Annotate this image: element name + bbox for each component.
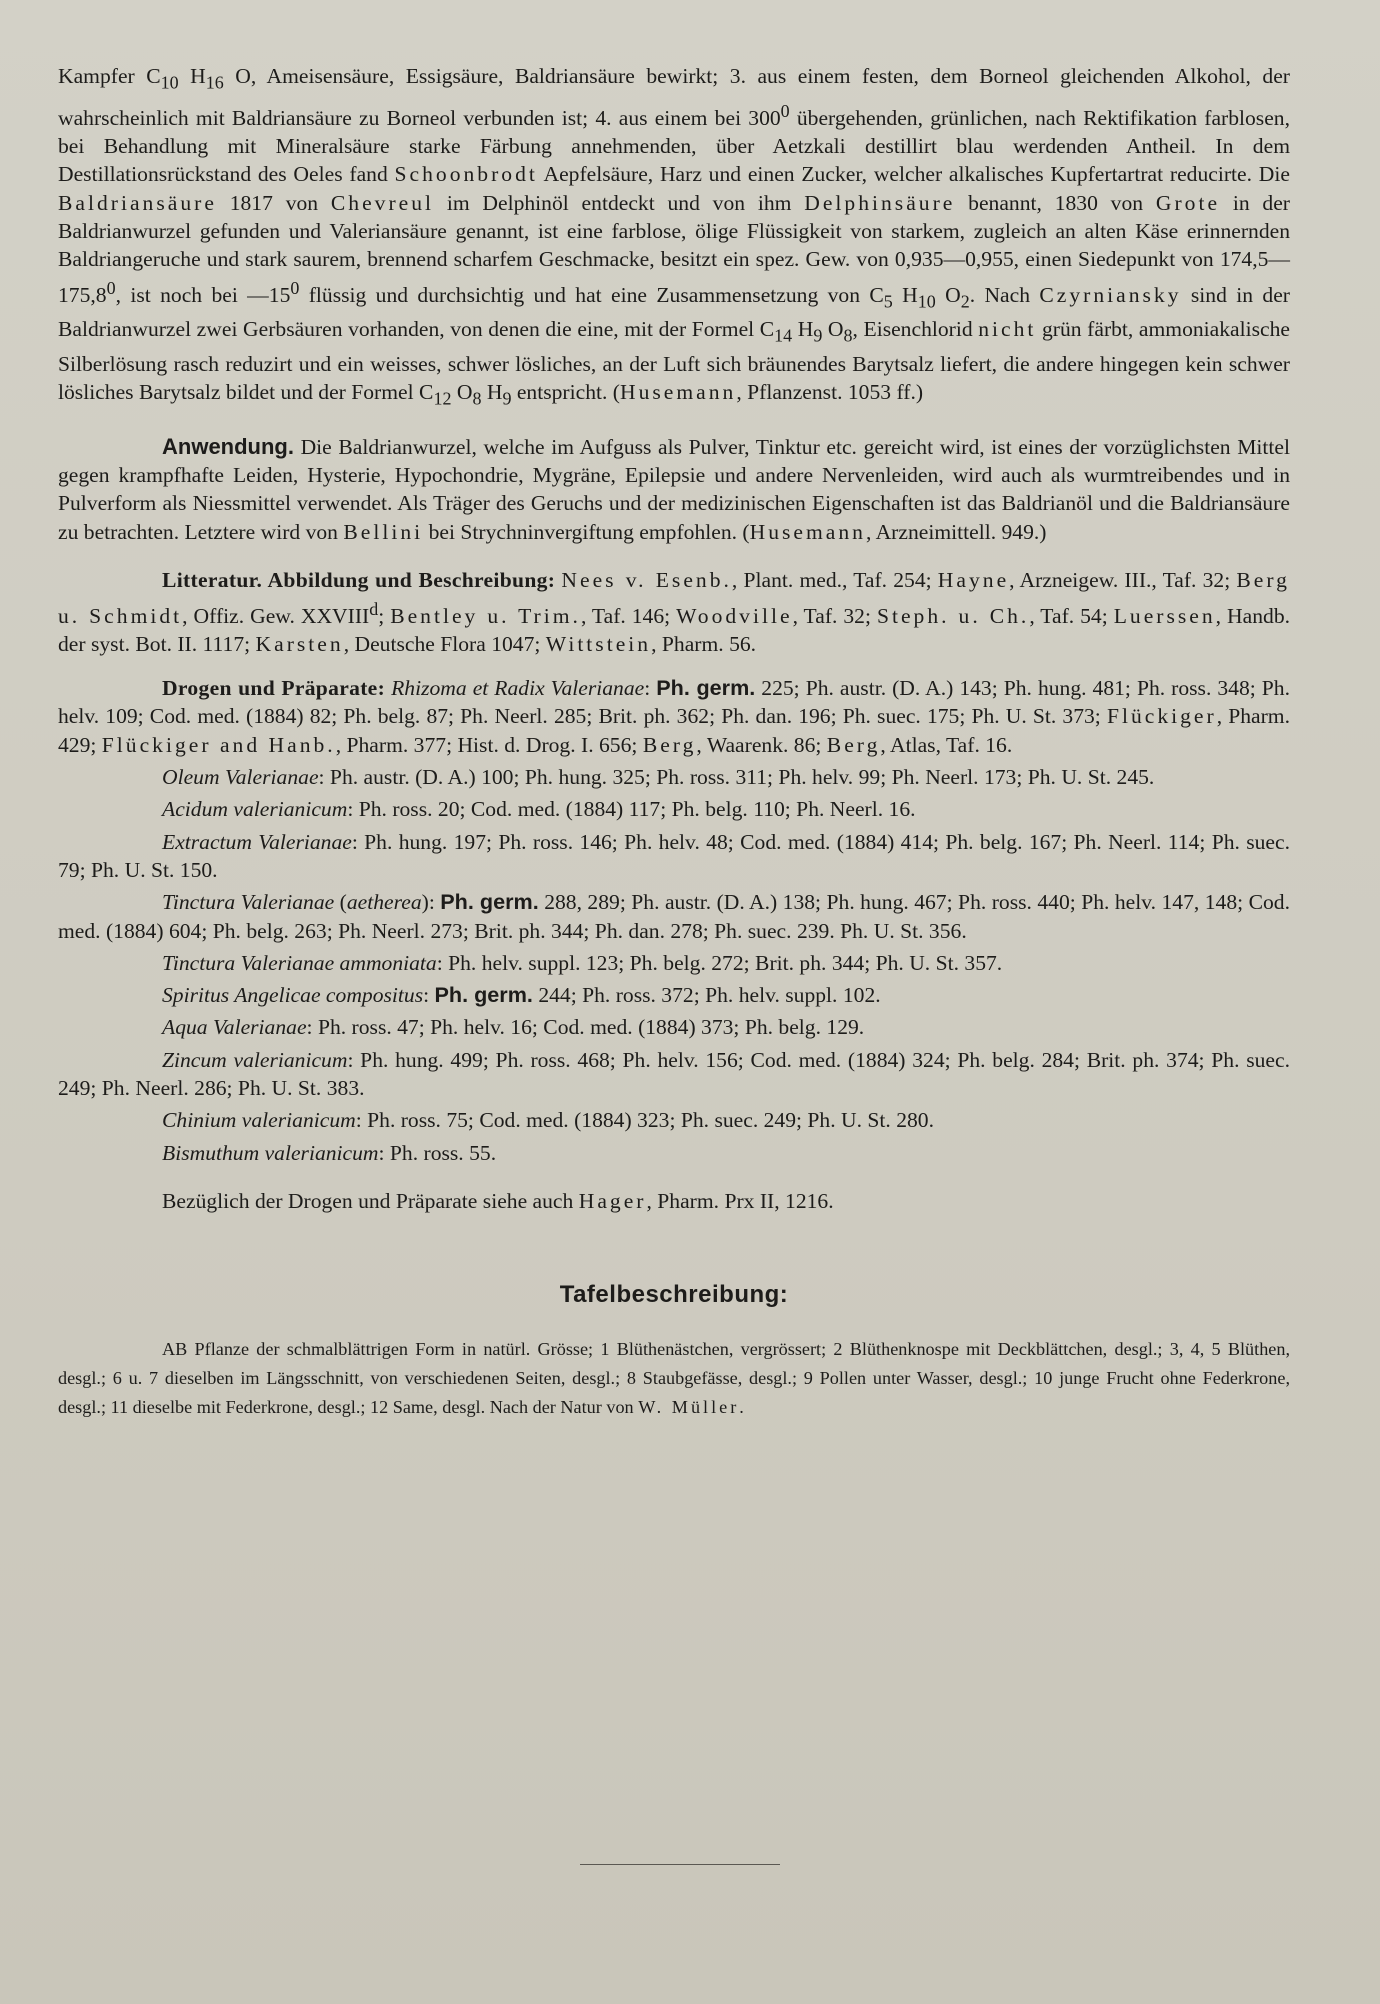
text-run: ; — [378, 603, 391, 628]
text-run: , Pharm. 377; Hist. d. Drog. I. 656; — [335, 732, 643, 757]
text-run: Berg — [642, 732, 697, 757]
drogen-entry-6 — [58, 981, 1290, 1009]
anwendung-paragraph — [58, 433, 1290, 546]
text-run: W. Müller — [638, 1397, 740, 1418]
text-run: . Nach — [969, 282, 1040, 307]
chemistry-paragraph — [58, 62, 1290, 413]
text-run: nicht — [978, 317, 1037, 342]
text-run: Grote — [1155, 190, 1221, 215]
drogen-entry-5 — [58, 949, 1290, 977]
text-run: Husemann — [619, 380, 737, 405]
text-run: Bentley u. Trim. — [390, 603, 581, 628]
text-run: , ist noch bei —15 — [115, 282, 291, 307]
text-run: Zincum valerianicum — [162, 1047, 348, 1072]
text-run: : Ph. ross. 75; Cod. med. (1884) 323; Ph. suec. 249; Ph. U. St. 280. — [355, 1108, 934, 1133]
text-run: 244; Ph. ross. 372; Ph. helv. suppl. 102. — [532, 983, 881, 1008]
litteratur-paragraph — [58, 566, 1290, 658]
text-run: , Plant. med., Taf. 254; — [731, 568, 938, 593]
text-run: Flückiger — [1106, 704, 1217, 729]
text-run: Extractum Valerianae — [162, 829, 352, 854]
text-run: Ph. germ. — [440, 889, 539, 915]
text-run: O — [935, 282, 961, 307]
text-run: , Atlas, Taf. 16. — [880, 732, 1013, 757]
text-run: , Eisenchlorid — [852, 317, 979, 342]
text-run: Ph. germ. — [656, 675, 756, 701]
text-run: Berg — [826, 732, 881, 757]
text-run: Czyrniansky — [1039, 282, 1182, 307]
text-run: Rhizoma et Radix Valerianae — [391, 676, 645, 701]
text-run: Aqua Valerianae — [162, 1015, 307, 1040]
text-run: Husemann — [749, 519, 866, 544]
text-run: : Ph. ross. 55. — [378, 1140, 497, 1165]
text-run: 10 — [160, 72, 179, 93]
text-run: Kampfer C — [58, 64, 161, 88]
text-run: O — [451, 380, 473, 405]
text-run: 1817 von — [216, 190, 331, 215]
text-run: , Arzneigew. III., Taf. 32; — [1009, 568, 1237, 593]
text-run: , Waarenk. 86; — [696, 732, 827, 757]
text-run: H — [892, 282, 918, 307]
text-run: Hager — [578, 1188, 647, 1213]
text-run: übergehenden, grünlichen, nach Rektifikation farblosen, bei Behandlung mit Mineralsäure starke Färbung annehmenden, über Aetzkali destillirt blau werdenden Antheil. In dem Destillationsrückstand des Oeles fand — [58, 105, 1290, 187]
text-run: benannt, 1830 von — [955, 190, 1156, 215]
text-run: Die Baldrianwurzel, welche im Aufguss als Pulver, Tinktur etc. gereicht wird, ist eines der vorzüglichsten Mittel gegen krampfhafte Leiden, Hysterie, Hypochondrie, Mygräne, Epilepsie und andere Nervenleiden, wird auch als wurmtreibendes und in Pulverform als Niessmittel verwendet. Als Träger des Geruchs und der medizinischen Eigenschaften ist das Baldrianöl und die Baldriansäure zu betrachten. Letztere wird von — [58, 434, 1290, 544]
text-run: , Arzneimittell. 949.) — [865, 519, 1047, 544]
text-run: H — [792, 317, 814, 342]
text-run: d — [369, 598, 379, 619]
end-rule — [580, 1864, 780, 1865]
text-run: . — [739, 1397, 744, 1418]
text-run: Baldriansäure — [58, 190, 217, 215]
text-run: , Taf. 32; — [792, 603, 877, 628]
text-run: in der Baldrianwurzel gefunden und Valeriansäure genannt, ist eine farblose, ölige Flüssigkeit von starkem, zugleich an alten Käse erinnernden Baldriangeruche und stark saurem, brennend scharfem Geschmacke, besitzt ein spez. Gew. von 0,935—0,955, einen Siedepunkt von 174,5—175,8 — [58, 190, 1290, 307]
text-run: Oleum Valerianae — [162, 765, 319, 790]
text-run: ): — [421, 890, 441, 915]
text-run: : Ph. austr. (D. A.) 100; Ph. hung. 325; Ph. ross. 311; Ph. helv. 99; Ph. Neerl. 173; Ph. U. St. 245. — [318, 765, 1155, 790]
hager-note — [58, 1187, 1290, 1215]
drogen-entry-0 — [58, 674, 1290, 759]
text-run: 0 — [780, 100, 790, 121]
text-run: , Pharm. 429; — [58, 704, 1290, 757]
drogen-entry-2 — [58, 795, 1290, 823]
text-run: 0 — [106, 277, 116, 298]
text-run: Tinctura Valerianae — [162, 890, 335, 915]
text-run: Aepfelsäure, Harz und einen Zucker, welcher alkalisches Kupfertartrat reducirte. Die — [537, 162, 1290, 187]
text-run: , Pharm. 56. — [651, 631, 757, 656]
text-run: flüssig und durchsichtig und hat eine Zusammensetzung von C — [299, 282, 884, 307]
text-run: Wittstein — [545, 631, 652, 656]
text-run: Woodville — [676, 603, 793, 628]
text-run: 16 — [205, 72, 224, 93]
drogen-entry-10 — [58, 1139, 1290, 1167]
drogen-entry-3 — [58, 828, 1290, 885]
text-run: O — [822, 317, 844, 342]
text-run: : — [423, 983, 435, 1008]
text-run: , Offiz. Gew. XXVIII — [182, 603, 370, 628]
text-run: : Ph. hung. 197; Ph. ross. 146; Ph. helv. 48; Cod. med. (1884) 414; Ph. belg. 167; Ph. Neerl. 114; Ph. suec. 79; Ph. U. St. 150. — [58, 829, 1290, 882]
text-run: ( — [334, 890, 347, 915]
drogen-entry-9 — [58, 1106, 1290, 1134]
text-run: 8 — [472, 388, 482, 409]
text-run: entspricht. ( — [511, 380, 620, 405]
text-run: 8 — [843, 325, 853, 346]
text-run: Chinium valerianicum — [162, 1108, 356, 1133]
text-run: 2 — [960, 291, 970, 312]
text-run: Steph. u. Ch. — [876, 603, 1030, 628]
text-run: Hayne — [937, 568, 1010, 593]
drogen-section — [58, 674, 1290, 1167]
text-run: Acidum valerianicum — [162, 797, 348, 822]
text-run: grün färbt, ammoniakalische Silberlösung rasch reduzirt und ein weisses, schwer lösliches, an der Luft sich bräunendes Barytsalz liefert, die andere hingegen kein schwer lösliches Barytsalz bildet und der Formel C — [58, 317, 1291, 405]
text-run: 10 — [917, 291, 936, 312]
tafel-description — [58, 1335, 1290, 1422]
tafel-title: Tafelbeschreibung: — [559, 1281, 789, 1309]
text-run: , Pharm. Prx II, 1216. — [646, 1188, 834, 1213]
text-run: Chevreul — [330, 190, 435, 215]
text-run: Luerssen — [1113, 603, 1216, 628]
text-run: H — [178, 64, 206, 88]
text-run: : Ph. helv. suppl. 123; Ph. belg. 272; Brit. ph. 344; Ph. U. St. 357. — [436, 950, 1003, 975]
text-run: Schoonbrodt — [394, 162, 538, 187]
text-run: , Taf. 54; — [1029, 603, 1114, 628]
text-run: aetherea — [346, 890, 422, 915]
text-run: Berg u. Schmidt — [58, 568, 1290, 628]
text-run: 9 — [813, 325, 823, 346]
text-run: , Deutsche Flora 1047; — [343, 631, 546, 656]
text-run: O, Ameisensäure, Essigsäure, Baldriansäure bewirkt; 3. aus einem festen, dem Borneol gleichenden Alkohol, der wahrscheinlich mit Baldriansäure zu Borneol verbunden ist; 4. aus einem bei 300 — [58, 64, 1291, 130]
text-run: : Ph. ross. 47; Ph. helv. 16; Cod. med. (1884) 373; Ph. belg. 129. — [306, 1015, 865, 1040]
text-run: Tinctura Valerianae ammoniata — [162, 950, 437, 975]
text-run: 9 — [502, 388, 512, 409]
text-run: Flückiger and Hanb. — [101, 732, 336, 757]
text-run: im Delphinöl entdeckt und von ihm — [434, 190, 805, 215]
drogen-entry-4 — [58, 888, 1290, 945]
text-run: Bellini — [343, 519, 424, 544]
text-run: Bismuthum valerianicum — [162, 1140, 379, 1165]
text-run: , Pflanzenst. 1053 ff.) — [736, 380, 924, 405]
text-run: Delphinsäure — [804, 190, 956, 215]
text-run: Nees v. Esenb. — [561, 568, 732, 593]
text-run: Spiritus Angelicae compositus — [162, 983, 424, 1008]
litteratur-heading: Litteratur. Abbildung und Beschreibung: — [162, 568, 556, 593]
drogen-entry-1 — [58, 763, 1290, 791]
drogen-entry-8 — [58, 1046, 1290, 1103]
text-run: 12 — [433, 388, 452, 409]
text-run: H — [481, 380, 503, 405]
drogen-heading: Drogen und Präparate: — [162, 676, 386, 701]
text-run: 14 — [774, 325, 793, 346]
text-run: AB Pflanze der schmalblättrigen Form in natürl. Grösse; 1 Blüthenästchen, vergrössert; 2 Blüthenknospe mit Deckblättchen, desgl.; 3, 4, 5 Blüthen, desgl.; 6 u. 7 dieselben im Längsschnitt, von verschiedenen Seiten, desgl.; 8 Staubgefässe, desgl.; 9 Pollen unter Wasser, desgl.; 10 junge Frucht ohne Federkrone, desgl.; 11 dieselbe mit Federkrone, desgl.; 12 Same, desgl. Nach der Natur von — [58, 1339, 1290, 1418]
text-run: 0 — [290, 277, 300, 298]
text-run: 288, 289; Ph. austr. (D. A.) 138; Ph. hung. 467; Ph. ross. 440; Ph. helv. 147, 148; Cod. med. (1884) 604; Ph. belg. 263; Ph. Neerl. 273; Brit. ph. 344; Ph. dan. 278; Ph. suec. 239. Ph. U. St. 356. — [58, 890, 1290, 943]
text-run: bei Strychninvergiftung empfohlen. ( — [423, 519, 750, 544]
text-run: : Ph. hung. 499; Ph. ross. 468; Ph. helv. 156; Cod. med. (1884) 324; Ph. belg. 284; Brit. ph. 374; Ph. suec. 249; Ph. Neerl. 286; Ph. U. St. 383. — [58, 1047, 1290, 1101]
text-run: : — [644, 676, 657, 701]
text-run: sind in der Baldrianwurzel zwei Gerbsäuren vorhanden, von denen die eine, mit der Formel C — [58, 282, 1290, 342]
drogen-entry-7 — [58, 1013, 1290, 1041]
text-run: 5 — [883, 291, 893, 312]
text-run: , Taf. 146; — [580, 603, 677, 628]
text-run: Karsten — [255, 631, 344, 656]
text-run: : Ph. ross. 20; Cod. med. (1884) 117; Ph. belg. 110; Ph. Neerl. 16. — [347, 797, 916, 822]
text-run: Ph. germ. — [434, 982, 533, 1008]
text-run: Bezüglich der Drogen und Präparate siehe auch — [162, 1188, 579, 1213]
text-run: 225; Ph. austr. (D. A.) 143; Ph. hung. 481; Ph. ross. 348; Ph. helv. 109; Cod. med. (1884) 82; Ph. belg. 87; Ph. Neerl. 285; Brit. ph. 362; Ph. dan. 196; Ph. suec. 175; Ph. U. St. 373; — [58, 676, 1290, 729]
text-run: , Handb. der syst. Bot. II. 1117; — [58, 603, 1291, 656]
anwendung-heading: Anwendung. — [162, 433, 294, 459]
